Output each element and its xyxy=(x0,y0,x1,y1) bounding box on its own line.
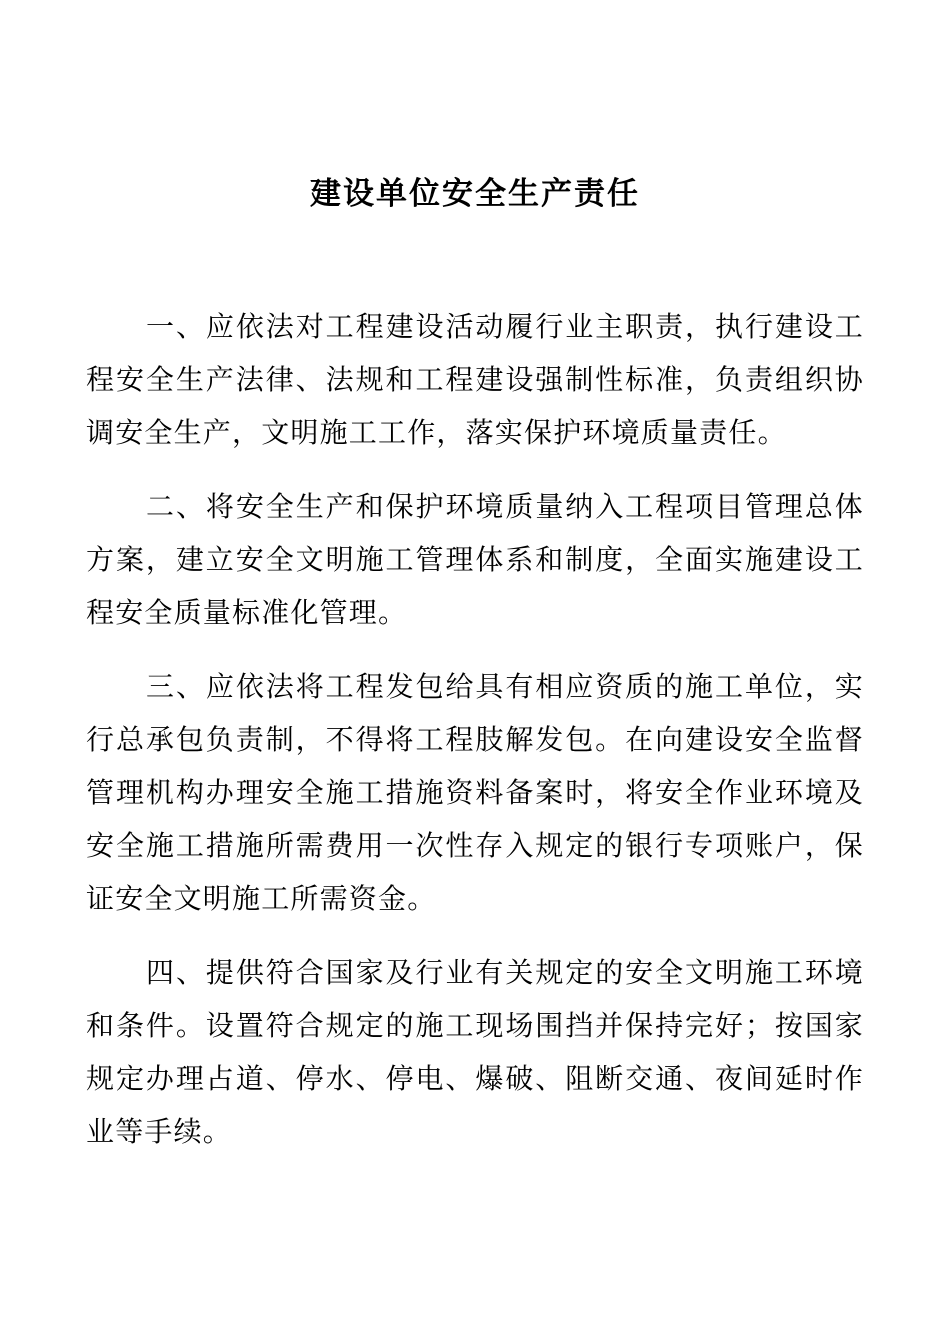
paragraph-4: 四、提供符合国家及行业有关规定的安全文明施工环境和条件。设置符合规定的施工现场围挡并保持完好；按国家规定办理占道、停水、停电、爆破、阻断交通、夜间延时作业等手续。 xyxy=(86,956,864,1148)
paragraph-3: 三、应依法将工程发包给具有相应资质的施工单位，实行总承包负责制，不得将工程肢解发包。在向建设安全监督管理机构办理安全施工措施资料备案时，将安全作业环境及安全施工措施所需费用一次性存入规定的银行专项账户，保证安全文明施工所需资金。 xyxy=(86,670,864,915)
paragraph-2: 二、将安全生产和保护环境质量纳入工程项目管理总体方案，建立安全文明施工管理体系和制度，全面实施建设工程安全质量标准化管理。 xyxy=(86,490,864,629)
document-title: 建设单位安全生产责任 xyxy=(310,176,640,212)
paragraph-1: 一、应依法对工程建设活动履行业主职责，执行建设工程安全生产法律、法规和工程建设强制性标准，负责组织协调安全生产，文明施工工作，落实保护环境质量责任。 xyxy=(86,310,864,449)
document-body xyxy=(86,300,864,1179)
